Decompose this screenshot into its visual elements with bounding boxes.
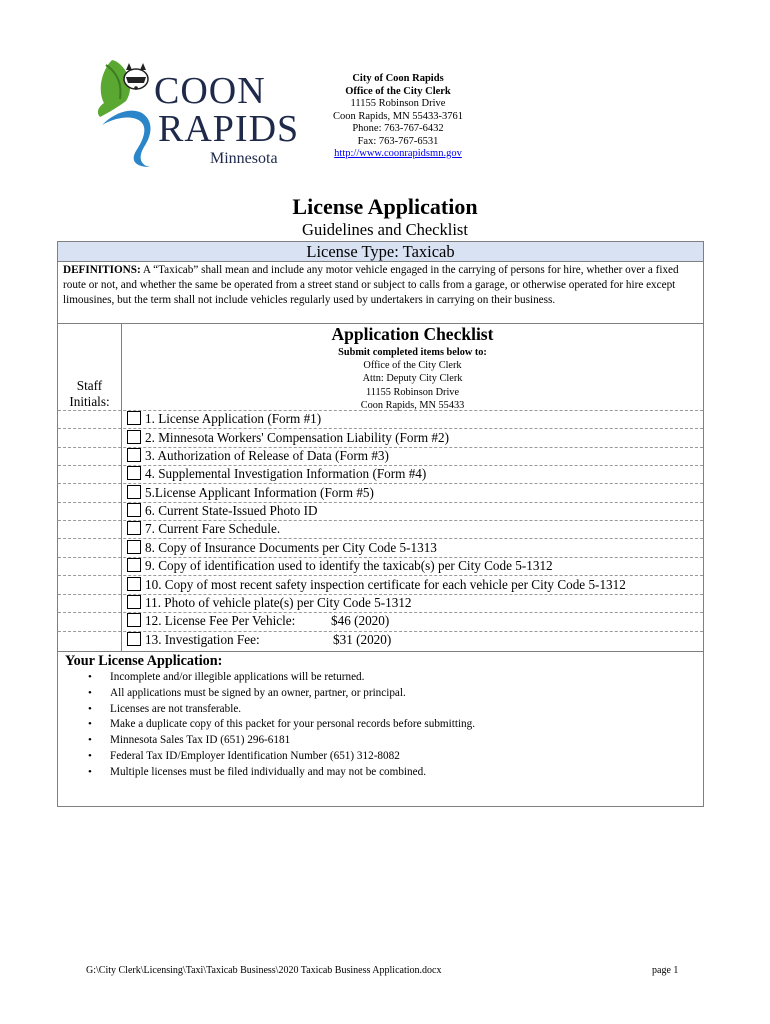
- definitions-text: [63, 263, 699, 309]
- svg-text:RAPIDS: RAPIDS: [158, 108, 300, 150]
- checklist-item-label: 7. Current Fare Schedule.: [145, 521, 281, 536]
- checklist-item-9: [127, 557, 553, 575]
- checkbox[interactable]: [127, 632, 141, 646]
- page-subtitle: Guidelines and Checklist: [302, 220, 468, 239]
- checklist-address-line: Attn: Deputy City Clerk: [362, 373, 463, 385]
- staff-label-line1: Staff: [76, 378, 103, 393]
- checkbox[interactable]: [127, 448, 141, 462]
- checklist-item-label: 10. Copy of most recent safety inspection certificate for each vehicle per City Code 5-1312: [145, 577, 626, 592]
- footer-file-path: G:\City Clerk\Licensing\Taxi\Taxicab Business\2020 Taxicab Business Application.docx: [86, 965, 442, 976]
- checklist-title: Application Checklist: [331, 324, 494, 344]
- checklist-item-label: 9. Copy of identification used to identify the taxicab(s) per City Code 5-1312: [145, 558, 553, 573]
- checklist-item-8: [127, 539, 437, 557]
- checklist-submit-note: Submit completed items below to:: [338, 347, 487, 358]
- checklist-address: [122, 359, 703, 412]
- your-application-heading: Your License Application:: [65, 653, 223, 669]
- checkbox[interactable]: [127, 485, 141, 499]
- checklist-item-11: [127, 594, 412, 612]
- list-item: • Licenses are not transferable.: [88, 702, 475, 718]
- office-address-block: [318, 73, 478, 161]
- city-website-link[interactable]: http://www.coonrapidsmn.gov: [334, 148, 462, 159]
- staff-initials-label: [58, 378, 121, 410]
- office-street: 11155 Robinson Drive: [350, 98, 446, 109]
- checklist-item-label: 5.License Applicant Information (Form #5): [145, 485, 374, 500]
- checklist-address-line: Office of the City Clerk: [363, 360, 462, 371]
- license-type-band: License Type: Taxicab: [58, 242, 703, 262]
- page-number: page 1: [652, 965, 679, 976]
- list-item: • Make a duplicate copy of this packet for your personal records before submitting.: [88, 717, 475, 733]
- list-item: • Incomplete and/or illegible applications will be returned.: [88, 670, 475, 686]
- list-item: • Federal Tax ID/Employer Identification Number (651) 312-8082: [88, 749, 475, 765]
- definitions-label: DEFINITIONS:: [63, 264, 141, 276]
- checklist-header: [122, 323, 703, 412]
- checklist-item-12: [127, 612, 295, 630]
- office-city: City of Coon Rapids: [352, 73, 444, 84]
- checklist-item-label: 2. Minnesota Workers' Compensation Liability (Form #2): [145, 430, 449, 445]
- checklist-item-10: [127, 576, 626, 594]
- checkbox[interactable]: [127, 503, 141, 517]
- list-item: • All applications must be signed by an owner, partner, or principal.: [88, 686, 475, 702]
- office-phone: Phone: 763-767-6432: [352, 123, 444, 134]
- definitions-body: A “Taxicab” shall mean and include any motor vehicle engaged in the carrying of persons for hire, whether over a fixed route or not, and whether the same be operated from a street stand or subject to calls from a garage, or otherwise operated for hire except limousines, but the term shall not include vehicles regularly used by undertakers in carrying on their business.: [63, 264, 679, 307]
- row-divider: [58, 651, 703, 652]
- checklist-item-label: 3. Authorization of Release of Data (Form #3): [145, 448, 389, 463]
- checklist-item-label: 8. Copy of Insurance Documents per City Code 5-1313: [145, 540, 437, 555]
- checkbox[interactable]: [127, 411, 141, 425]
- logo-graphic: [92, 55, 307, 170]
- checklist-item-3: [127, 447, 389, 465]
- application-notes-list: [88, 670, 475, 781]
- checklist-item-label: 13. Investigation Fee:: [145, 632, 260, 647]
- list-item: • Multiple licenses must be filed individually and may not be combined.: [88, 765, 475, 781]
- checkbox[interactable]: [127, 577, 141, 591]
- checkbox[interactable]: [127, 521, 141, 535]
- checkbox[interactable]: [127, 466, 141, 480]
- checklist-item-label: 4. Supplemental Investigation Information (Form #4): [145, 466, 427, 481]
- investigation-fee-value: $31 (2020): [333, 632, 392, 647]
- checklist-item-5: [127, 484, 374, 502]
- office-name: Office of the City Clerk: [345, 85, 451, 97]
- checklist-item-label: 6. Current State-Issued Photo ID: [145, 503, 318, 518]
- page-title: License Application: [292, 194, 478, 219]
- checklist-address-line: Coon Rapids, MN 55433: [360, 399, 465, 411]
- office-city-zip: Coon Rapids, MN 55433-3761: [332, 110, 464, 122]
- office-fax: Fax: 763-767-6531: [357, 135, 439, 147]
- checklist-item-4: [127, 465, 426, 483]
- city-logo: [92, 55, 307, 170]
- checkbox[interactable]: [127, 558, 141, 572]
- license-fee-value: $46 (2020): [331, 613, 390, 628]
- svg-text:COON: COON: [154, 70, 266, 112]
- staff-label-line2: Initials:: [69, 394, 110, 409]
- checkbox[interactable]: [127, 430, 141, 444]
- checklist-item-13: [127, 631, 260, 649]
- checkbox[interactable]: [127, 613, 141, 627]
- checkbox[interactable]: [127, 540, 141, 554]
- list-item: • Minnesota Sales Tax ID (651) 296-6181: [88, 733, 475, 749]
- checklist-item-6: [127, 502, 318, 520]
- checklist-address-line: 11155 Robinson Drive: [365, 386, 460, 398]
- checklist-item-label: 1. License Application (Form #1): [145, 411, 322, 426]
- checklist-item-label: 11. Photo of vehicle plate(s) per City Code 5-1312: [145, 595, 412, 610]
- svg-text:Minnesota: Minnesota: [210, 150, 278, 167]
- checklist-item-label: 12. License Fee Per Vehicle:: [145, 613, 296, 628]
- checklist-item-1: [127, 410, 321, 428]
- checklist-item-7: [127, 520, 280, 538]
- checklist-item-2: [127, 429, 449, 447]
- checkbox[interactable]: [127, 595, 141, 609]
